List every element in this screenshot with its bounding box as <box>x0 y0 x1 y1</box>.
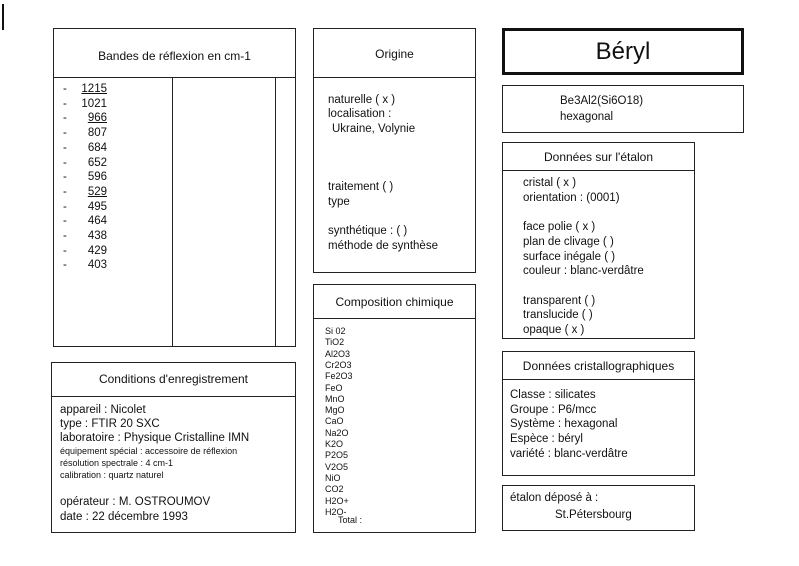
standard-title: Données sur l'étalon <box>543 150 654 164</box>
band-row <box>63 244 107 257</box>
composition-item: Si 02 <box>325 326 346 336</box>
band-dash: - <box>63 230 67 242</box>
band-dash: - <box>63 141 67 154</box>
band-row <box>63 185 107 198</box>
origin-treatment: traitement ( ) <box>328 181 394 193</box>
band-value: 1215 <box>81 83 107 95</box>
composition-item: MnO <box>325 393 345 404</box>
bands-panel <box>53 28 296 347</box>
conditions-device: appareil : Nicolet <box>60 404 146 416</box>
conditions-small-line: calibration : quartz naturel <box>60 470 164 480</box>
origin-title-bar <box>314 29 475 78</box>
composition-item: FeO <box>325 382 343 393</box>
composition-item: K2O <box>325 439 344 449</box>
band-dash: - <box>63 215 67 228</box>
composition-item: TiO2 <box>325 337 345 348</box>
band-value: 1021 <box>81 97 107 110</box>
conditions-small-line: équipement spécial : accessoire de réflexion <box>60 446 238 456</box>
band-value: 429 <box>87 244 107 257</box>
band-value: 807 <box>87 127 107 140</box>
origin-localisation-value: Ukraine, Volynie <box>332 123 416 135</box>
band-value: 596 <box>87 171 107 184</box>
composition-item: CO2 <box>325 484 344 495</box>
band-row <box>63 97 107 110</box>
band-dash: - <box>63 171 67 184</box>
formula: Be3Al2(Si6O18) <box>560 95 644 107</box>
crystal-system: hexagonal <box>560 111 614 123</box>
origin-panel <box>313 28 476 273</box>
deposit-place: St.Pétersbourg <box>555 509 632 521</box>
band-row <box>63 112 107 125</box>
standard-line: translucide ( ) <box>523 309 593 322</box>
band-row <box>63 230 107 242</box>
composition-item: MgO <box>325 405 345 416</box>
mineral-name: Béryl <box>595 38 651 65</box>
composition-panel <box>313 284 476 533</box>
composition-item: Na2O <box>325 427 349 438</box>
conditions-operator: opérateur : M. OSTROUMOV <box>60 496 211 508</box>
origin-localisation-label: localisation : <box>328 108 392 120</box>
crystallographic-title-bar <box>503 352 694 380</box>
composition-item: H2O- <box>325 506 347 517</box>
mineral-name-box <box>502 28 744 75</box>
band-value: 438 <box>87 230 107 242</box>
conditions-title: Conditions d'enregistrement <box>98 372 249 386</box>
bands-title: Bandes de réflexion en cm-1 <box>98 49 251 63</box>
composition-item: V2O5 <box>325 461 349 472</box>
band-value: 495 <box>87 200 107 213</box>
crystallographic-line: Groupe : P6/mcc <box>510 403 597 416</box>
conditions-type: type : FTIR 20 SXC <box>60 418 160 430</box>
crystallographic-line: Système : hexagonal <box>510 418 618 431</box>
band-row <box>63 259 107 272</box>
band-row <box>63 83 107 95</box>
band-value: 529 <box>87 185 107 198</box>
band-row <box>63 127 107 140</box>
origin-synthesis-method: méthode de synthèse <box>328 240 438 252</box>
band-value: 464 <box>87 215 107 228</box>
band-dash: - <box>63 127 67 140</box>
band-dash: - <box>63 156 67 169</box>
bands-divider-2 <box>275 77 276 346</box>
composition-item: Al2O3 <box>325 348 351 359</box>
standard-line: couleur : blanc-verdâtre <box>523 265 644 278</box>
band-value: 966 <box>87 112 107 125</box>
standard-line: surface inégale ( ) <box>523 250 616 263</box>
band-row <box>63 171 107 184</box>
composition-item: NiO <box>325 472 341 483</box>
crystallographic-title: Données cristallographiques <box>522 359 675 373</box>
composition-total: Total : <box>338 515 363 525</box>
composition-item: Fe2O3 <box>325 371 353 382</box>
origin-synthetic: synthétique : ( ) <box>328 225 408 237</box>
standard-line: orientation : (0001) <box>523 191 620 204</box>
conditions-small-line: résolution spectrale : 4 cm-1 <box>60 458 174 468</box>
formula-box <box>502 85 744 133</box>
conditions-title-bar <box>52 363 295 397</box>
standard-panel <box>502 142 695 339</box>
composition-title: Composition chimique <box>335 295 454 309</box>
band-dash: - <box>63 185 67 198</box>
band-value: 684 <box>87 141 107 154</box>
band-row <box>63 200 107 213</box>
band-value: 652 <box>87 156 107 169</box>
band-row <box>63 141 107 154</box>
band-row <box>63 215 107 228</box>
crystallographic-line: variété : blanc-verdâtre <box>510 447 628 460</box>
standard-line: transparent ( ) <box>523 294 596 307</box>
conditions-laboratory: laboratoire : Physique Cristalline IMN <box>60 432 250 444</box>
standard-line: face polie ( x ) <box>523 221 596 234</box>
composition-item: H2O+ <box>325 495 349 506</box>
band-dash: - <box>63 83 67 95</box>
deposit-panel <box>502 485 695 531</box>
band-dash: - <box>63 97 67 110</box>
origin-natural: naturelle ( x ) <box>328 94 396 106</box>
origin-title: Origine <box>375 47 414 61</box>
crystallographic-line: Espèce : béryl <box>510 433 583 446</box>
standard-line: plan de clivage ( ) <box>523 235 614 248</box>
standard-line: opaque ( x ) <box>523 324 585 336</box>
band-row <box>63 156 107 169</box>
band-dash: - <box>63 112 67 125</box>
bands-title-bar <box>54 29 295 78</box>
band-dash: - <box>63 244 67 257</box>
band-dash: - <box>63 200 67 213</box>
edge-mark <box>2 4 4 30</box>
origin-type: type <box>328 196 350 208</box>
crystallographic-panel <box>502 351 695 476</box>
deposit-label: étalon déposé à : <box>510 492 599 504</box>
standard-title-bar <box>503 143 694 171</box>
composition-item: P2O5 <box>325 450 349 461</box>
band-value: 403 <box>87 259 107 272</box>
composition-title-bar <box>314 285 475 319</box>
composition-item: Cr2O3 <box>325 359 352 370</box>
conditions-panel <box>51 362 296 533</box>
conditions-date: date : 22 décembre 1993 <box>60 511 188 523</box>
crystallographic-line: Classe : silicates <box>510 389 596 401</box>
bands-divider-1 <box>172 77 173 346</box>
standard-line: cristal ( x ) <box>523 177 577 189</box>
band-dash: - <box>63 259 67 272</box>
composition-item: CaO <box>325 416 344 427</box>
